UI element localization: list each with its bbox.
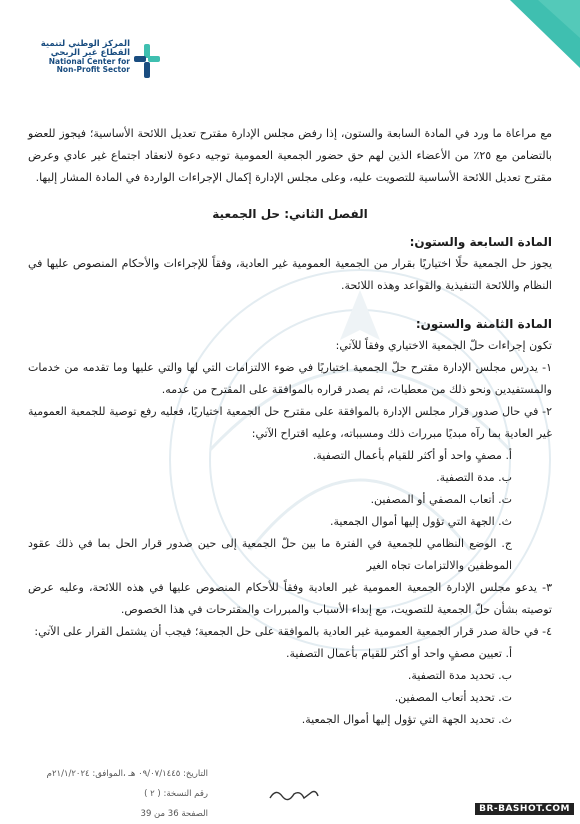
list-item: ج. الوضع النظامي للجمعية في الفترة ما بين حلّ الجمعية إلى حين صدور قرار الحل بما في ذلك عقود الموظفين والالتزامات تجاه الغير <box>28 537 512 572</box>
document-body <box>28 123 552 731</box>
list-item: ث. تحديد الجهة التي تؤول إليها أموال الجمعية. <box>301 713 512 726</box>
article-68-item-2-sublist <box>28 445 552 577</box>
list-item: ث. الجهة التي تؤول إليها أموال الجمعية. <box>330 515 512 528</box>
list-item: أ. مصفٍ واحد أو أكثر للقيام بأعمال التصفية. <box>312 449 512 462</box>
article-68-item-2: ٢- في حال صدور قرار مجلس الإدارة بالموافقة على مقترح حل الجمعية اختياريًا، فعليه رفع توصية للجمعية العمومية غير العادية بما رآه مبديًا مبررات ذلك ومسبباته، وعليه اقتراح الآتي: <box>28 405 552 440</box>
site-watermark: BR-BASHOT.COM <box>475 803 574 815</box>
signature-mark <box>268 784 320 804</box>
logo-mark-icon <box>132 42 162 82</box>
logo <box>40 40 160 86</box>
logo-text <box>40 40 130 74</box>
list-item: ت. تحديد أتعاب المصفين. <box>394 691 512 704</box>
logo-arabic-line-2: القطاع غير الربحي <box>50 47 130 58</box>
list-item: ب. مدة التصفية. <box>436 471 512 484</box>
article-68-heading: المادة الثامنة والستون: <box>415 317 552 331</box>
intro-paragraph: مع مراعاة ما ورد في المادة السابعة والستون، إذا رفض مجلس الإدارة مقترح تعديل اللائحة الأساسية؛ فيجوز للعضو بالتضامن مع ٢٥٪ من الأعضاء الذين لهم حق حضور الجمعية العمومية توجيه دعوة لانعقاد اجتماع غير عادي وعرض مقترح تعديل اللائحة الأساسية للتصويت عليه، وعلى مجلس الإدارة إكمال الإجراءات الواردة في المادة المشار إليها. <box>28 127 552 184</box>
list-item: ت. أتعاب المصفي أو المصفين. <box>370 493 512 506</box>
article-68-lead: تكون إجراءات حلّ الجمعية الاختياري وفقاً للآتي: <box>335 339 552 352</box>
article-68-item-3: ٣- يدعو مجلس الإدارة الجمعية العمومية غير العادية وفقاً للأحكام المنصوص عليها في هذه اللائحة، وعليه عرض توصيته بشأن حلّ الجمعية للتصويت، مع إبداء الأسباب والمبررات والمقترحات في هذا الخصوص. <box>28 581 552 616</box>
article-67-heading: المادة السابعة والستون: <box>409 235 552 249</box>
list-item: أ. تعيين مصفٍ واحد أو أكثر للقيام بأعمال التصفية. <box>286 647 512 660</box>
logo-english-line-2: Non-Profit Sector <box>56 64 130 74</box>
corner-decoration <box>488 0 580 70</box>
article-68-item-4: ٤- في حالة صدر قرار الجمعية العمومية غير العادية بالموافقة على حل الجمعية؛ فيجب أن يشتمل القرار على الآتي: <box>34 625 552 638</box>
chapter-title: الفصل الثاني: حل الجمعية <box>212 207 368 221</box>
document-footer <box>38 764 208 824</box>
article-68-item-1: ١- يدرس مجلس الإدارة مقترح حلّ الجمعية اختياريًا في ضوء الالتزامات التي لها والتي عليها وما تقدمه من خدمات والمستفيدين ونحو ذلك من معطيات، ثم يصدر قراره بالموافقة على المقترح من عدمه. <box>28 361 552 396</box>
article-68-item-4-sublist <box>28 643 552 731</box>
article-67-body: يجوز حل الجمعية حلًا اختياريًا بقرار من الجمعية العمومية غير العادية، وفقاً للإجراءات والأحكام المنصوص عليها في النظام واللائحة التنفيذية والقواعد وهذه اللائحة. <box>28 257 552 292</box>
logo-english-line-1: National Center for <box>48 56 130 66</box>
footer-page-number: الصفحة 36 من 39 <box>140 809 208 819</box>
list-item: ب. تحديد مدة التصفية. <box>407 669 512 682</box>
footer-date: التاريخ: ٠٩/٠٧/١٤٤٥ هـ ،الموافق: ٢١/١/٢٠٢٤م <box>46 769 208 779</box>
footer-version: رقم النسخة: ( ٢ ) <box>144 789 208 799</box>
logo-arabic-line-1: المركز الوطني لتنمية <box>40 39 130 49</box>
